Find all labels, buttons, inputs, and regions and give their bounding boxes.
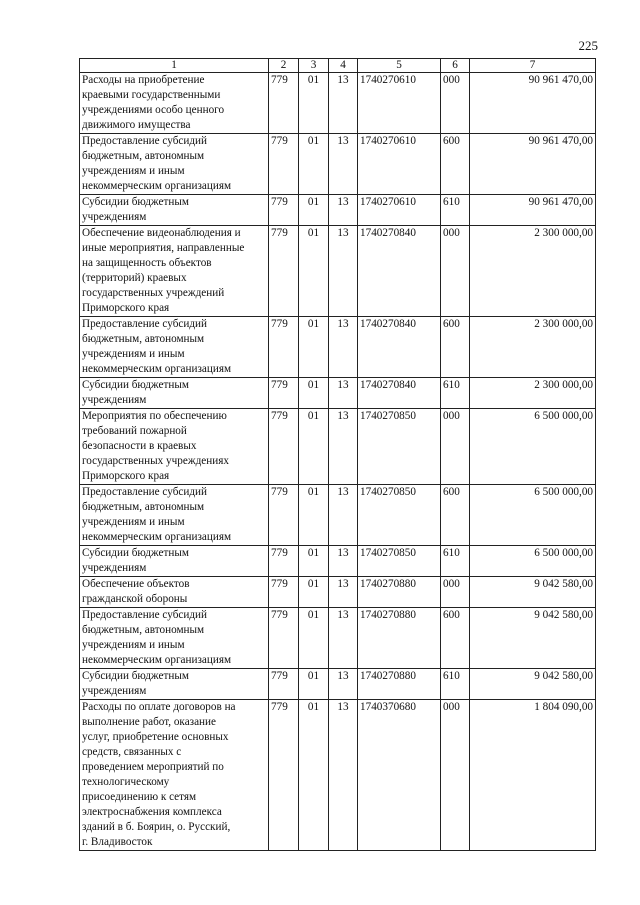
row-description: Предоставление субсидий бюджетным, автономным учреждениям и иным некоммерческим организациям	[80, 134, 269, 195]
row-amount: 90 961 470,00	[470, 73, 596, 134]
row-code-subsection: 13	[329, 669, 358, 700]
row-description: Мероприятия по обеспечению требований пожарной безопасности в краевых государственных учреждениях Приморского края	[80, 409, 269, 485]
row-description: Предоставление субсидий бюджетным, автономным учреждениям и иным некоммерческим организациям	[80, 608, 269, 669]
row-code-expense-type: 600	[441, 608, 470, 669]
row-code-section: 01	[299, 409, 329, 485]
row-code-target: 1740270610	[358, 134, 441, 195]
row-code-target: 1740270850	[358, 546, 441, 577]
row-description: Обеспечение объектов гражданской обороны	[80, 577, 269, 608]
row-code-target: 1740370680	[358, 700, 441, 851]
row-amount: 9 042 580,00	[470, 669, 596, 700]
table-row	[80, 409, 596, 485]
column-header-5: 5	[358, 59, 441, 73]
row-code-expense-type: 610	[441, 669, 470, 700]
row-code-ministry: 779	[269, 409, 299, 485]
row-code-expense-type: 600	[441, 134, 470, 195]
row-description: Предоставление субсидий бюджетным, автономным учреждениям и иным некоммерческим организациям	[80, 485, 269, 546]
row-code-target: 1740270880	[358, 608, 441, 669]
page-number: 225	[578, 38, 598, 53]
table-row	[80, 669, 596, 700]
row-amount: 2 300 000,00	[470, 226, 596, 317]
column-header-4: 4	[329, 59, 358, 73]
table-row	[80, 73, 596, 134]
row-code-expense-type: 000	[441, 73, 470, 134]
row-code-target: 1740270850	[358, 485, 441, 546]
table-row	[80, 378, 596, 409]
row-code-target: 1740270840	[358, 226, 441, 317]
row-code-ministry: 779	[269, 226, 299, 317]
row-amount: 9 042 580,00	[470, 608, 596, 669]
row-amount: 2 300 000,00	[470, 378, 596, 409]
row-code-subsection: 13	[329, 577, 358, 608]
row-code-ministry: 779	[269, 485, 299, 546]
row-code-section: 01	[299, 546, 329, 577]
row-code-section: 01	[299, 317, 329, 378]
column-header-1: 1	[80, 59, 269, 73]
row-code-section: 01	[299, 226, 329, 317]
table-row	[80, 317, 596, 378]
row-amount: 6 500 000,00	[470, 409, 596, 485]
row-code-subsection: 13	[329, 700, 358, 851]
row-code-ministry: 779	[269, 134, 299, 195]
row-description: Субсидии бюджетным учреждениям	[80, 546, 269, 577]
column-header-2: 2	[269, 59, 299, 73]
row-code-expense-type: 610	[441, 546, 470, 577]
row-code-expense-type: 000	[441, 577, 470, 608]
row-code-ministry: 779	[269, 378, 299, 409]
row-code-subsection: 13	[329, 546, 358, 577]
row-description: Субсидии бюджетным учреждениям	[80, 195, 269, 226]
row-code-section: 01	[299, 608, 329, 669]
row-code-target: 1740270880	[358, 577, 441, 608]
row-code-target: 1740270840	[358, 317, 441, 378]
table-row	[80, 134, 596, 195]
row-amount: 1 804 090,00	[470, 700, 596, 851]
row-code-expense-type: 600	[441, 317, 470, 378]
row-code-subsection: 13	[329, 195, 358, 226]
table-row	[80, 195, 596, 226]
table-row	[80, 546, 596, 577]
row-code-ministry: 779	[269, 317, 299, 378]
row-code-section: 01	[299, 577, 329, 608]
column-header-6: 6	[441, 59, 470, 73]
row-code-subsection: 13	[329, 485, 358, 546]
row-amount: 6 500 000,00	[470, 485, 596, 546]
row-code-ministry: 779	[269, 546, 299, 577]
row-code-ministry: 779	[269, 195, 299, 226]
row-code-target: 1740270880	[358, 669, 441, 700]
row-code-expense-type: 000	[441, 700, 470, 851]
row-code-section: 01	[299, 378, 329, 409]
row-amount: 90 961 470,00	[470, 195, 596, 226]
row-code-target: 1740270840	[358, 378, 441, 409]
row-code-subsection: 13	[329, 226, 358, 317]
row-code-ministry: 779	[269, 577, 299, 608]
budget-table	[79, 58, 596, 851]
row-code-section: 01	[299, 73, 329, 134]
row-code-subsection: 13	[329, 608, 358, 669]
table-row	[80, 608, 596, 669]
table-row	[80, 226, 596, 317]
row-code-ministry: 779	[269, 608, 299, 669]
row-description: Обеспечение видеонаблюдения и иные мероприятия, направленные на защищенность объектов (территорий) краевых государственных учреждений Приморского края	[80, 226, 269, 317]
row-code-ministry: 779	[269, 73, 299, 134]
table-row	[80, 485, 596, 546]
column-header-7: 7	[470, 59, 596, 73]
row-description: Расходы по оплате договоров на выполнение работ, оказание услуг, приобретение основных средств, связанных с проведением мероприятий по технологическому присоединению к сетям электроснабжения комплекса зданий в б. Боярин, о. Русский, г. Владивосток	[80, 700, 269, 851]
row-code-target: 1740270850	[358, 409, 441, 485]
row-amount: 90 961 470,00	[470, 134, 596, 195]
row-description: Субсидии бюджетным учреждениям	[80, 669, 269, 700]
row-description: Субсидии бюджетным учреждениям	[80, 378, 269, 409]
row-code-target: 1740270610	[358, 195, 441, 226]
row-code-expense-type: 000	[441, 409, 470, 485]
column-header-3: 3	[299, 59, 329, 73]
row-code-target: 1740270610	[358, 73, 441, 134]
row-code-section: 01	[299, 485, 329, 546]
row-code-section: 01	[299, 195, 329, 226]
row-code-subsection: 13	[329, 409, 358, 485]
row-code-section: 01	[299, 134, 329, 195]
row-amount: 9 042 580,00	[470, 577, 596, 608]
row-code-section: 01	[299, 700, 329, 851]
row-amount: 2 300 000,00	[470, 317, 596, 378]
row-description: Предоставление субсидий бюджетным, автономным учреждениям и иным некоммерческим организациям	[80, 317, 269, 378]
row-code-expense-type: 000	[441, 226, 470, 317]
row-amount: 6 500 000,00	[470, 546, 596, 577]
row-description: Расходы на приобретение краевыми государственными учреждениями особо ценного движимого имущества	[80, 73, 269, 134]
table-row	[80, 577, 596, 608]
row-code-expense-type: 600	[441, 485, 470, 546]
table-row	[80, 700, 596, 851]
row-code-subsection: 13	[329, 378, 358, 409]
row-code-expense-type: 610	[441, 195, 470, 226]
row-code-section: 01	[299, 669, 329, 700]
table-header-row	[80, 59, 596, 73]
row-code-expense-type: 610	[441, 378, 470, 409]
row-code-subsection: 13	[329, 73, 358, 134]
row-code-subsection: 13	[329, 317, 358, 378]
row-code-ministry: 779	[269, 669, 299, 700]
row-code-subsection: 13	[329, 134, 358, 195]
row-code-ministry: 779	[269, 700, 299, 851]
